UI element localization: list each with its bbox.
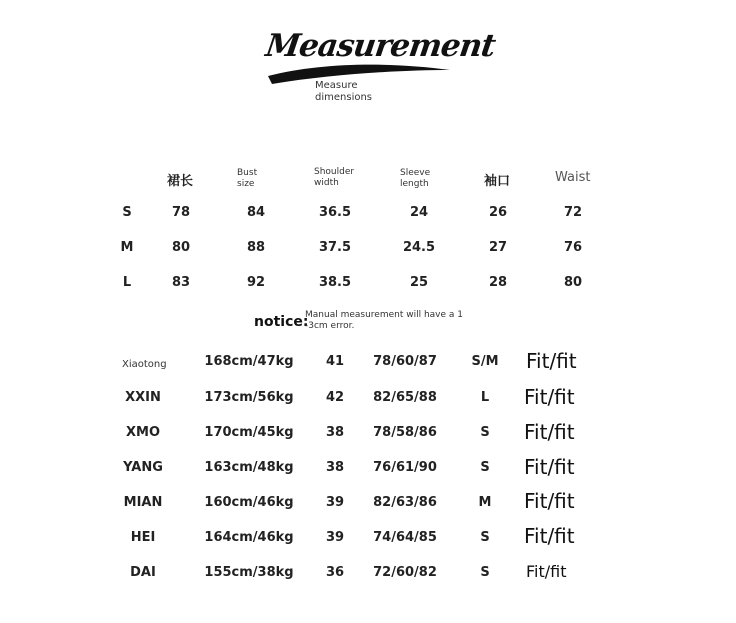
model-shoe: 39: [325, 495, 345, 510]
model-shoe: 38: [325, 460, 345, 475]
model-bwh: 72/60/82: [373, 565, 437, 580]
size-label: S: [122, 205, 132, 220]
model-height-weight: 155cm/38kg: [204, 565, 294, 580]
model-height-weight: 173cm/56kg: [204, 390, 294, 405]
model-bwh: 78/58/86: [373, 425, 437, 440]
model-size: L: [480, 390, 490, 405]
model-name: YANG: [123, 460, 163, 475]
model-size: S: [480, 565, 490, 580]
model-name: Xiaotong: [122, 359, 167, 370]
notice-text: Manual measurement will have a 1 -3cm error.: [305, 310, 463, 331]
model-height-weight: 163cm/48kg: [204, 460, 294, 475]
model-shoe: 38: [325, 425, 345, 440]
model-fit: Fit/fit: [526, 562, 567, 581]
model-fit: Fit/fit: [524, 489, 575, 513]
table-cell: 78: [171, 205, 191, 220]
size-label: L: [122, 275, 132, 290]
size-label: M: [120, 240, 134, 255]
model-height-weight: 170cm/45kg: [204, 425, 294, 440]
header-shoulder: Shoulder width: [314, 167, 355, 188]
table-cell: 83: [171, 275, 191, 290]
model-size: S: [480, 460, 490, 475]
model-size: S/M: [471, 354, 499, 369]
table-cell: 28: [488, 275, 508, 290]
table-cell: 80: [563, 275, 583, 290]
model-fit: Fit/fit: [524, 420, 575, 444]
model-name: XXIN: [125, 390, 161, 405]
model-shoe: 39: [325, 530, 345, 545]
table-cell: 38.5: [318, 275, 352, 290]
model-shoe: 42: [325, 390, 345, 405]
model-name: XMO: [125, 425, 160, 440]
header-sleeve: Sleeve length: [400, 168, 431, 189]
table-cell: 84: [246, 205, 266, 220]
notice-label: notice:: [254, 314, 309, 330]
table-cell: 76: [563, 240, 583, 255]
table-cell: 80: [171, 240, 191, 255]
header-waist: Waist: [555, 170, 591, 185]
logo-title: Measurement: [263, 28, 498, 64]
model-fit: Fit/fit: [524, 524, 575, 548]
model-height-weight: 168cm/47kg: [204, 354, 294, 369]
table-cell: 36.5: [318, 205, 352, 220]
model-shoe: 41: [325, 354, 345, 369]
model-height-weight: 164cm/46kg: [204, 530, 294, 545]
table-cell: 72: [563, 205, 583, 220]
model-bwh: 82/65/88: [373, 390, 437, 405]
model-name: DAI: [130, 565, 156, 580]
header-cuff: 袖口: [484, 174, 511, 189]
model-name: MIAN: [123, 495, 163, 510]
model-height-weight: 160cm/46kg: [204, 495, 294, 510]
table-cell: 24.5: [402, 240, 436, 255]
model-bwh: 74/64/85: [373, 530, 437, 545]
header-skirt-length: 裙长: [167, 174, 194, 189]
model-name: HEI: [130, 530, 156, 545]
table-cell: 88: [246, 240, 266, 255]
table-cell: 27: [488, 240, 508, 255]
model-size: S: [480, 530, 490, 545]
table-cell: 25: [409, 275, 429, 290]
subtitle: Measure dimensions: [315, 80, 373, 103]
model-fit: Fit/fit: [524, 455, 575, 479]
model-shoe: 36: [325, 565, 345, 580]
model-bwh: 78/60/87: [373, 354, 437, 369]
model-bwh: 82/63/86: [373, 495, 437, 510]
table-cell: 26: [488, 205, 508, 220]
model-size: M: [478, 495, 492, 510]
table-cell: 92: [246, 275, 266, 290]
table-cell: 24: [409, 205, 429, 220]
model-bwh: 76/61/90: [373, 460, 437, 475]
model-fit: Fit/fit: [526, 349, 577, 373]
table-cell: 37.5: [318, 240, 352, 255]
model-size: S: [480, 425, 490, 440]
header-bust: Bust size: [237, 168, 258, 189]
model-fit: Fit/fit: [524, 385, 575, 409]
